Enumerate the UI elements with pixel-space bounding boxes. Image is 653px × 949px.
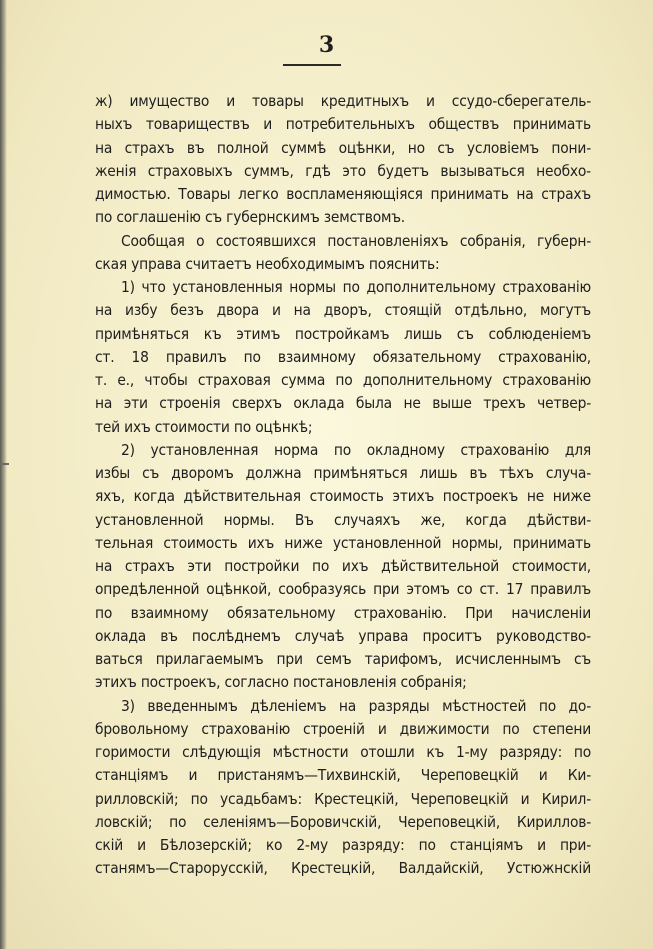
body-text (95, 90, 591, 881)
text-line: ская управа считаетъ необходимымъ пояснить: (95, 254, 440, 273)
text-line: этихъ построекъ, согласно постановленія собранія; (95, 673, 467, 692)
text-line: горимости слѣдующія мѣстности отошли къ 1-му разряду: по (95, 743, 591, 761)
text-line: 2) установленная норма по окладному страхованію для (121, 440, 591, 459)
text-line: бровольному страхованію строеній и движимости по степени (95, 719, 591, 738)
text-line: на страхъ въ полной суммѣ оцѣнки, но съ условіемъ пони- (95, 138, 591, 157)
text-line: примѣняться къ этимъ постройкамъ лишь съ соблюденіемъ (95, 324, 591, 343)
text-line: станціямъ и пристанямъ—Тихвинскій, Череповецкій и Ки- (95, 766, 591, 785)
page-binding-edge (0, 0, 7, 949)
text-line: 3) введеннымъ дѣленіемъ на разряды мѣстностей по до- (121, 696, 591, 715)
text-line: рилловскій; по усадьбамъ: Крестецкій, Череповецкій и Кирил- (95, 789, 591, 808)
text-line: 1) что установленныя нормы по дополнительному страхованію (121, 278, 591, 296)
text-line: женія страховыхъ суммъ, гдѣ это будетъ вызываться необхо- (95, 161, 591, 180)
text-line: тей ихъ стоимости по оцѣнкѣ; (95, 417, 313, 436)
text-line: опредѣленной оцѣнкой, сообразуясь при этомъ со ст. 17 правилъ (95, 580, 591, 599)
text-line: ст. 18 правилъ по взаимному обязательному страхованію, (95, 347, 591, 366)
text-line: на избу безъ двора и на дворъ, стоящій отдѣльно, могутъ (95, 301, 591, 320)
text-line: на страхъ эти постройки по ихъ дѣйствительной стоимости, (95, 557, 591, 575)
page-number-rule (283, 64, 341, 66)
text-line: установленной нормы. Въ случаяхъ же, когда дѣйстви- (95, 510, 591, 529)
text-line: ж) имущество и товары кредитныхъ и ссудо-сберегатель- (95, 92, 591, 110)
text-line: избы съ дворомъ должна примѣняться лишь въ тѣхъ случа- (95, 464, 591, 482)
text-line: скій и Бѣлозерскій; ко 2-му разряду: по станціямъ и при- (95, 836, 591, 854)
page-number: 3 (318, 32, 335, 58)
text-line: яхъ, когда дѣйствительная стоимость этихъ построекъ не ниже (95, 487, 591, 506)
text-line: по взаимному обязательному страхованію. При начисленіи (95, 603, 591, 622)
text-line: станямъ—Старорусскій, Крестецкій, Валдайскій, Устюжнскій (95, 859, 591, 878)
text-line: на эти строенія сверхъ оклада была не выше трехъ четвер- (95, 394, 591, 413)
text-line: ныхъ товариществъ и потребительныхъ обществъ принимать (95, 115, 591, 134)
margin-mark (0, 463, 9, 465)
text-line: т. е., чтобы страховая сумма по дополнительному страхованію (95, 371, 591, 389)
text-line: ваться прилагаемымъ при семъ тарифомъ, исчисленнымъ съ (95, 650, 591, 668)
text-line: оклада въ послѣднемъ случаѣ управа проситъ руководство- (95, 626, 591, 645)
text-line: тельная стоимость ихъ ниже установленной нормы, принимать (95, 533, 591, 552)
text-line: ловскій; по селеніямъ—Боровичскій, Череповецкій, Кириллов- (95, 812, 591, 831)
text-line: димостью. Товары легко воспламеняющіяся принимать на страхъ (95, 185, 591, 203)
text-line: Сообщая о состоявшихся постановленіяхъ собранія, губерн- (121, 231, 591, 250)
text-line: по соглашенію съ губернскимъ земствомъ. (95, 208, 405, 227)
